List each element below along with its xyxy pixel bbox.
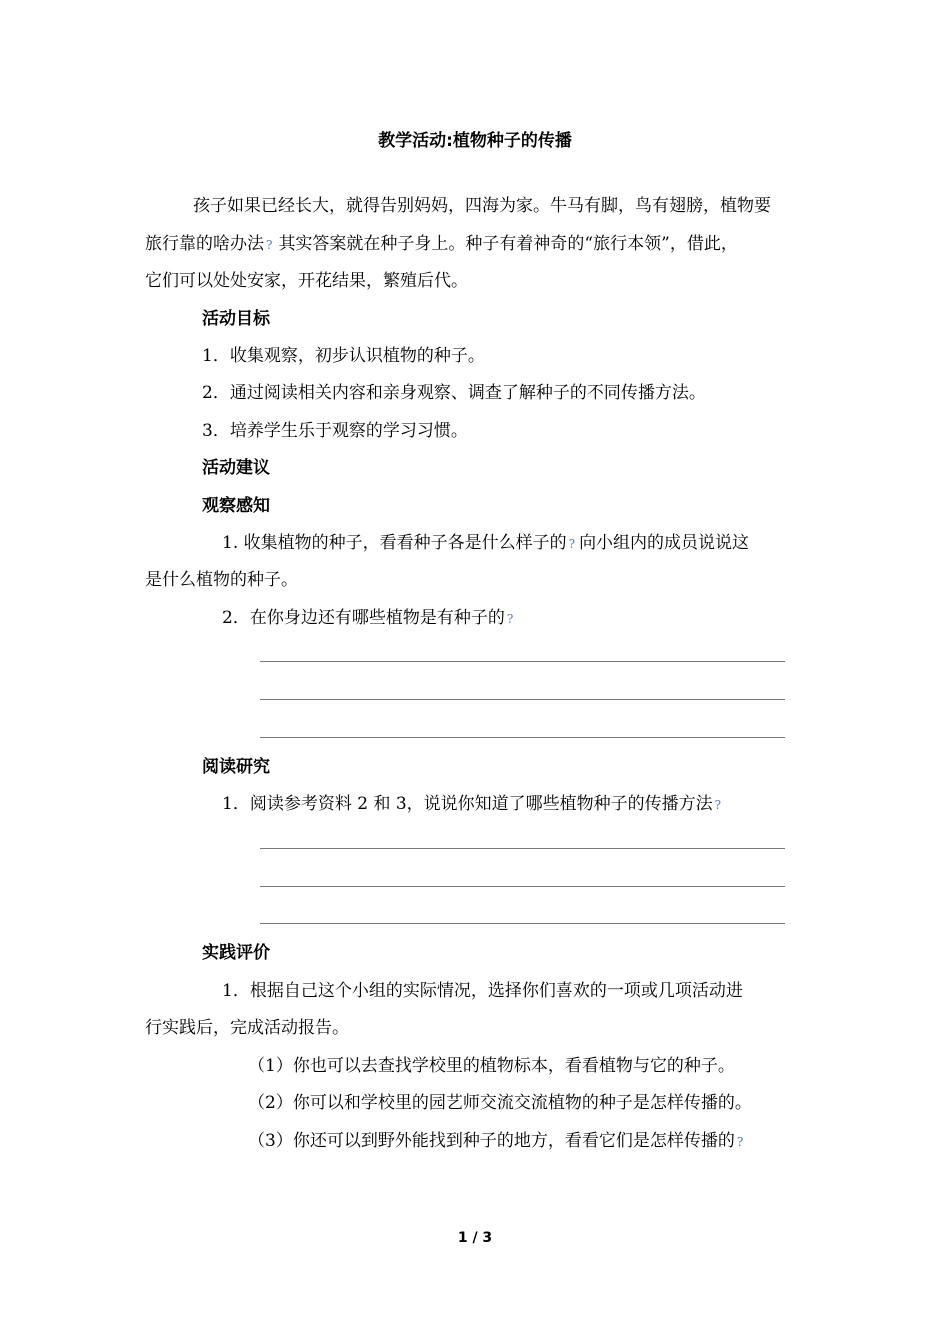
goal-item-3: 3．培养学生乐于观察的学习习惯。 bbox=[202, 421, 468, 441]
answer-line bbox=[260, 737, 785, 738]
intro-line-2 bbox=[145, 233, 738, 256]
question-mark-icon: ? bbox=[568, 537, 576, 551]
answer-line bbox=[260, 661, 785, 662]
reading-heading: 阅读研究 bbox=[202, 757, 270, 777]
practice-sub-3 bbox=[248, 1130, 743, 1153]
observe-question-2 bbox=[222, 607, 513, 630]
practice-sub-3-text: （3）你还可以到野外能找到种子的地方，看看它们是怎样传播的 bbox=[248, 1131, 735, 1151]
intro-line-2a: 旅行靠的啥办法 bbox=[145, 234, 264, 254]
intro-line-2b: 其实答案就在种子身上。种子有着神奇的“旅行本领”，借此， bbox=[278, 234, 738, 254]
goal-item-1: 1．收集观察，初步认识植物的种子。 bbox=[202, 346, 485, 366]
practice-sub-2: （2）你可以和学校里的园艺师交流交流植物的种子是怎样传播的。 bbox=[248, 1093, 752, 1113]
observe-q1-part-a: 1. 收集植物的种子，看看种子各是什么样子的 bbox=[222, 533, 567, 553]
reading-question-1 bbox=[222, 793, 721, 816]
practice-question-1-cont: 行实践后，完成活动报告。 bbox=[145, 1018, 349, 1038]
answer-line bbox=[260, 886, 785, 887]
question-mark-icon: ? bbox=[266, 238, 273, 252]
question-mark-icon: ? bbox=[506, 612, 514, 626]
observe-heading: 观察感知 bbox=[202, 496, 270, 516]
goal-item-2: 2．通过阅读相关内容和亲身观察、调查了解种子的不同传播方法。 bbox=[202, 383, 706, 403]
suggestion-heading: 活动建议 bbox=[202, 458, 270, 478]
answer-line bbox=[260, 848, 785, 849]
observe-q2-text: 2．在你身边还有哪些植物是有种子的 bbox=[222, 608, 505, 628]
goals-heading: 活动目标 bbox=[202, 309, 270, 329]
page-number: 1 / 3 bbox=[457, 1230, 493, 1246]
question-mark-icon: ? bbox=[736, 1135, 744, 1149]
observe-question-1 bbox=[222, 532, 749, 555]
observe-question-1-cont: 是什么植物的种子。 bbox=[145, 570, 298, 590]
answer-line bbox=[260, 923, 785, 924]
observe-q1-part-b: 向小组内的成员说说这 bbox=[579, 533, 750, 553]
question-mark-icon: ? bbox=[714, 798, 722, 812]
intro-line-3: 它们可以处处安家，开花结果，繁殖后代。 bbox=[145, 271, 468, 291]
intro-line-1: 孩子如果已经长大，就得告别妈妈，四海为家。牛马有脚，鸟有翅膀，植物要 bbox=[193, 196, 771, 216]
answer-line bbox=[260, 699, 785, 700]
document-title: 教学活动:植物种子的传播 bbox=[378, 131, 572, 151]
practice-heading: 实践评价 bbox=[202, 943, 270, 963]
practice-sub-1: （1）你也可以去查找学校里的植物标本，看看植物与它的种子。 bbox=[248, 1056, 735, 1076]
practice-question-1: 1．根据自己这个小组的实际情况，选择你们喜欢的一项或几项活动进 bbox=[222, 981, 743, 1001]
reading-q1-text: 1．阅读参考资料 2 和 3，说说你知道了哪些植物种子的传播方法 bbox=[222, 794, 713, 814]
